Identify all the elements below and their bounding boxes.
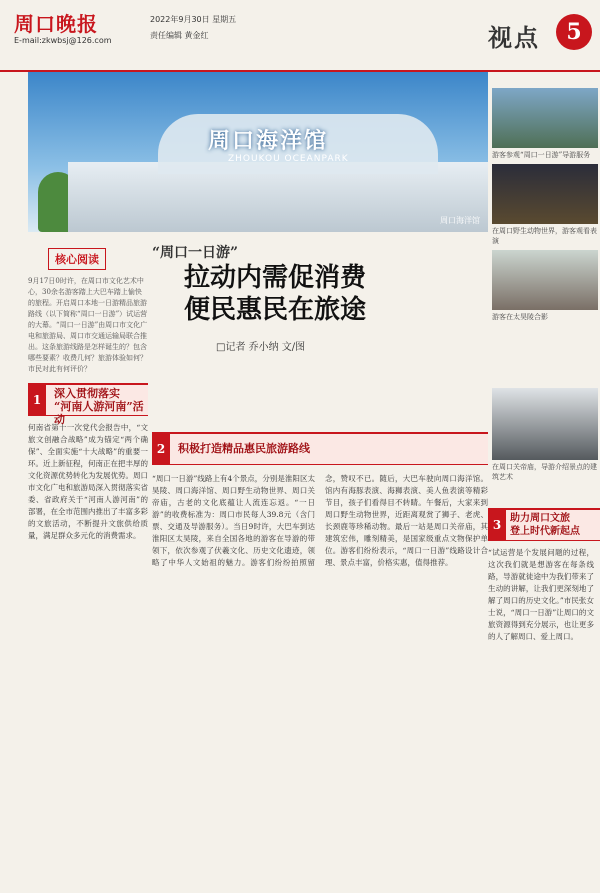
photo-image (492, 388, 598, 460)
section-3-title-line-2: 登上时代新起点 (510, 526, 580, 537)
article-headline (184, 262, 366, 326)
section-1-header (28, 383, 148, 426)
photo-4 (492, 388, 598, 482)
right-photo-4-block (488, 388, 600, 486)
section-1-title-line-2: “河南人游河南”活动 (54, 400, 144, 426)
headline-line-1: 拉动内需促消费 (184, 263, 367, 293)
photo-1 (492, 88, 598, 160)
section-2-header (152, 432, 488, 465)
photo-2 (492, 164, 598, 246)
section-2-body: “周口一日游”线路上有4个景点，分别是淮阳区太昊陵、周口海洋馆、周口野生动物世界、周口关帝庙，古老的文化底蕴让人流连忘返。“一日游”的收费标准为：周口市民每人39.8元（含门票、交通及导游服务）。当日9时许，大巴车到达淮阳区太昊陵，来自全国各地的游客在导游的带领下，依次参观了伏羲文化、历史文化遗迹，领略了中华人文始祖的魅力。游客们纷纷拍照留念，赞叹不已。随后，大巴车驶向周口海洋馆。馆内有海豚表演、海狮表演、美人鱼表演等精彩节目，孩子们看得目不转睛。午餐后，大家来到周口野生动物世界，近距离观赏了狮子、老虎、长颈鹿等珍稀动物。最后一站是周口关帝庙，其建筑宏伟，雕刻精美，是国家级重点文物保护单位。游客们纷纷表示，“周口一日游”线路设计合理、景点丰富，价格实惠，值得推荐。 (152, 474, 488, 567)
section-3-number: 3 (488, 510, 506, 540)
photo-caption: 在周口野生动物世界，游客观看表演 (492, 227, 597, 245)
aquarium-sign-english: ZHOUKOU OCEANPARK (228, 154, 349, 164)
section-3-title-line-1: 助力周口文旅 (510, 513, 570, 524)
photo-3 (492, 250, 598, 322)
section-2-title: 积极打造精品惠民旅游路线 (178, 442, 310, 455)
section-3-body: “试运营是个发展问题的过程，这次我们就是想游客在每条线路，导游就徒途中为我们带来了生动的讲解，让我们更深刻地了解了周口的历史文化。”市民张女士说，“周口一日游”让周口的文旅资源得到充分展示，也让更多的人了解周口、爱上周口。 (488, 548, 594, 641)
article-byline: □记者 乔小纳 文/图 (216, 342, 306, 353)
section-1-title-line-1: 深入贯彻落实 (54, 387, 120, 400)
masthead (0, 0, 600, 72)
section-1-body: 何南省第十一次党代会报告中，“文旅文创融合战略”成为锚定“两个确保”、全面实施“十大战略”的重要一环。近上新征程，何南正在把丰厚的文化资源优势转化为发展优势。周口市文化广电和旅游局深入贯彻落实省委、省政府关于“河南人游河南”的部署，在全市范围内推出了丰富多彩的文旅活动，不断提升文旅供给质量，满足群众多元化的消费需求。 (28, 423, 148, 540)
core-reading-label: 核心阅读 (48, 248, 106, 270)
left-sidebar (28, 240, 148, 542)
section-title: 视点 (488, 23, 540, 52)
section-1-number: 1 (28, 385, 46, 415)
middle-column (152, 432, 488, 569)
aquarium-sign: 周口海洋馆 (208, 128, 329, 154)
photo-image (492, 88, 598, 148)
newspaper-logo: 周口晚报 (14, 12, 98, 36)
photo-caption: 游客在太昊陵合影 (492, 313, 548, 321)
page-number-badge: 5 (556, 14, 592, 50)
section-3-header (488, 508, 600, 541)
headline-line-2: 便民惠民在旅途 (184, 295, 367, 325)
photo-caption: 在周口关帝庙，导游介绍景点的建筑艺术 (492, 463, 597, 481)
section-3 (488, 508, 600, 643)
core-reading-text: 9月17日0时许，在周口市文化艺术中心，30余名游客踏上大巴车踏上愉快的旅程。开启周口本地一日游精品旅游路线（以下简称“周口一日游”）试运营的大幕。“周口一日游”由周口市文化广电和旅游局、周口市交通运输局联合推出。这条旅游线路是怎样诞生的？包含哪些要素？收费几何？旅游体验如何？市民对此有何评价？ (28, 277, 148, 373)
editor-credit: 责任编辑 黄金红 (150, 31, 209, 40)
section-2-number: 2 (152, 434, 170, 464)
section-3-title (510, 512, 580, 538)
photo-caption: 周口海洋馆 (440, 216, 480, 225)
hero-photo (28, 72, 488, 232)
section-1-title (54, 387, 148, 426)
right-photo-column (488, 88, 600, 326)
photo-image (492, 250, 598, 310)
photo-image (492, 164, 598, 224)
email-line: E-mail:zkwbsj@126.com (14, 36, 112, 45)
article-kicker: “周口一日游” (152, 245, 239, 261)
photo-caption: 游客参观“周口一日游”导游服务 (492, 151, 591, 159)
issue-date: 2022年9月30日 星期五 (150, 15, 237, 24)
